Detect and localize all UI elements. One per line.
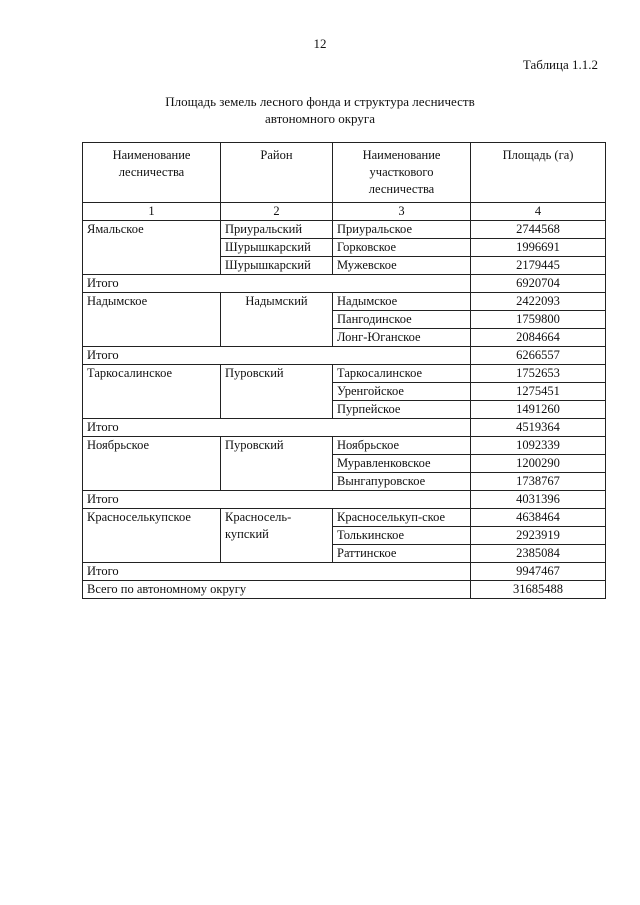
section-name: Пангодинское bbox=[333, 311, 471, 329]
section-name: Уренгойское bbox=[333, 383, 471, 401]
table-title-line-2: автономного округа bbox=[265, 111, 375, 126]
column-number: 3 bbox=[333, 203, 471, 221]
area-value: 1491260 bbox=[471, 401, 606, 419]
subtotal-value: 9947467 bbox=[471, 563, 606, 581]
grand-total-value: 31685488 bbox=[471, 581, 606, 599]
page-number: 12 bbox=[313, 36, 327, 51]
table-label: Таблица 1.1.2 bbox=[522, 57, 598, 72]
section-name: Лонг-Юганское bbox=[333, 329, 471, 347]
header-row bbox=[83, 143, 606, 203]
subtotal-row bbox=[83, 347, 606, 365]
section-name: Ноябрьское bbox=[333, 437, 471, 455]
section-name: Приуральское bbox=[333, 221, 471, 239]
column-number: 1 bbox=[83, 203, 221, 221]
section-name: Толькинское bbox=[333, 527, 471, 545]
area-value: 2179445 bbox=[471, 257, 606, 275]
table-row bbox=[83, 221, 606, 239]
district-name: Шурышкарский bbox=[221, 239, 333, 257]
area-value: 4638464 bbox=[471, 509, 606, 527]
subtotal-value: 6266557 bbox=[471, 347, 606, 365]
area-value: 1752653 bbox=[471, 365, 606, 383]
district-name: Надымский bbox=[221, 293, 333, 347]
table-title bbox=[0, 93, 640, 127]
section-name: Муравленковское bbox=[333, 455, 471, 473]
subtotal-label: Итого bbox=[83, 491, 471, 509]
subtotal-row bbox=[83, 419, 606, 437]
forestry-name: Надымское bbox=[83, 293, 221, 347]
forestry-name: Красноселькупское bbox=[83, 509, 221, 563]
area-value: 1738767 bbox=[471, 473, 606, 491]
column-number: 4 bbox=[471, 203, 606, 221]
subtotal-value: 6920704 bbox=[471, 275, 606, 293]
district-name: Пуровский bbox=[221, 365, 333, 419]
grand-total-label: Всего по автономному округу bbox=[83, 581, 471, 599]
column-number: 2 bbox=[221, 203, 333, 221]
section-name: Мужевское bbox=[333, 257, 471, 275]
section-name: Надымское bbox=[333, 293, 471, 311]
forestry-name: Таркосалинское bbox=[83, 365, 221, 419]
area-value: 2422093 bbox=[471, 293, 606, 311]
section-name: Пурпейское bbox=[333, 401, 471, 419]
subtotal-row bbox=[83, 491, 606, 509]
subtotal-row bbox=[83, 275, 606, 293]
grand-total-row bbox=[83, 581, 606, 599]
subtotal-label: Итого bbox=[83, 275, 471, 293]
district-name: Красносель-купский bbox=[221, 509, 333, 563]
section-name: Вынгапуровское bbox=[333, 473, 471, 491]
header-area: Площадь (га) bbox=[471, 143, 606, 203]
area-value: 1275451 bbox=[471, 383, 606, 401]
area-value: 1200290 bbox=[471, 455, 606, 473]
district-name: Шурышкарский bbox=[221, 257, 333, 275]
table-row bbox=[83, 437, 606, 455]
subtotal-label: Итого bbox=[83, 419, 471, 437]
area-value: 2084664 bbox=[471, 329, 606, 347]
section-name: Таркосалинское bbox=[333, 365, 471, 383]
forestry-name: Ямальское bbox=[83, 221, 221, 275]
section-name: Красноселькуп-ское bbox=[333, 509, 471, 527]
area-value: 1092339 bbox=[471, 437, 606, 455]
header-section: Наименование участкового лесничества bbox=[333, 143, 471, 203]
subtotal-row bbox=[83, 563, 606, 581]
subtotal-value: 4031396 bbox=[471, 491, 606, 509]
area-value: 1759800 bbox=[471, 311, 606, 329]
area-value: 2923919 bbox=[471, 527, 606, 545]
forestry-name: Ноябрьское bbox=[83, 437, 221, 491]
header-district: Район bbox=[221, 143, 333, 203]
section-name: Горковское bbox=[333, 239, 471, 257]
table-title-line-1: Площадь земель лесного фонда и структура лесничеств bbox=[165, 94, 475, 109]
forest-fund-table bbox=[82, 142, 606, 599]
table-row bbox=[83, 293, 606, 311]
subtotal-label: Итого bbox=[83, 563, 471, 581]
subtotal-value: 4519364 bbox=[471, 419, 606, 437]
header-forestry: Наименование лесничества bbox=[83, 143, 221, 203]
area-value: 2744568 bbox=[471, 221, 606, 239]
table-row bbox=[83, 365, 606, 383]
area-value: 2385084 bbox=[471, 545, 606, 563]
district-name: Приуральский bbox=[221, 221, 333, 239]
district-name: Пуровский bbox=[221, 437, 333, 491]
column-number-row bbox=[83, 203, 606, 221]
section-name: Раттинское bbox=[333, 545, 471, 563]
table-row bbox=[83, 509, 606, 527]
subtotal-label: Итого bbox=[83, 347, 471, 365]
area-value: 1996691 bbox=[471, 239, 606, 257]
